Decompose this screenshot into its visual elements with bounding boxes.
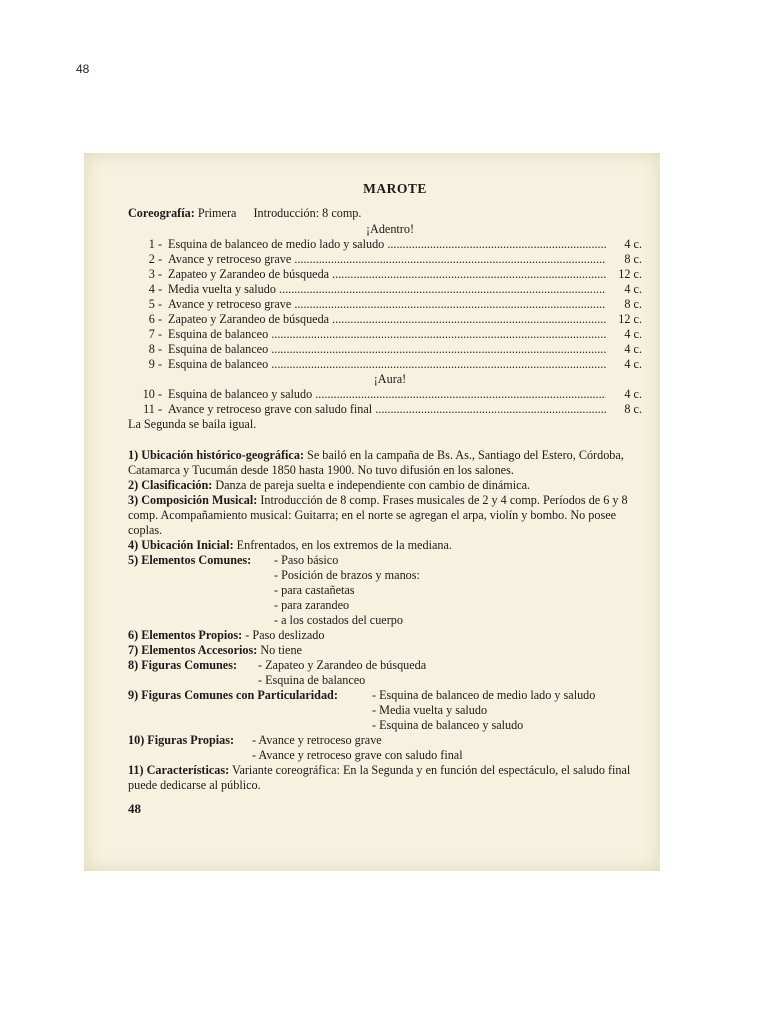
figure-number: 11 - (143, 402, 162, 416)
figure-number: 5 - (148, 297, 162, 311)
list-item: - Posición de brazos y manos: (274, 568, 420, 582)
figure-description: Avance y retroceso grave con saludo final ..... (168, 402, 606, 417)
figure-description: Media vuelta y saludo ..... (168, 282, 606, 297)
section-8-items (258, 658, 426, 688)
figure-number: 9 - (148, 357, 162, 371)
figure-count: 4 c. (624, 357, 642, 371)
section-1 (128, 448, 642, 478)
figure-row (128, 327, 642, 342)
list-item: - Avance y retroceso grave (252, 733, 382, 747)
section-10-items (252, 733, 463, 763)
figure-number: 1 - (148, 237, 162, 251)
list-item: - Esquina de balanceo de medio lado y saludo (372, 688, 596, 702)
figure-count: 8 c. (624, 252, 642, 266)
list-item: - para zarandeo (274, 598, 350, 612)
section-8-label: 8) Figuras Comunes: (128, 658, 238, 672)
figure-number: 8 - (148, 342, 162, 356)
figure-row (128, 282, 642, 297)
list-item: - Esquina de balanceo (258, 673, 366, 687)
section-7-text: No tiene (260, 643, 302, 657)
choreography-line (128, 206, 642, 221)
choreography-label: Coreografía: (128, 206, 195, 220)
figure-row (128, 252, 642, 267)
section-5-items (274, 553, 420, 628)
scanned-content (128, 181, 642, 816)
figure-row (128, 267, 642, 282)
page-number-bottom: 48 (128, 801, 141, 816)
section-6-text: - Paso deslizado (245, 628, 325, 642)
section-9-items (372, 688, 595, 733)
figures-list-2 (128, 387, 642, 417)
figure-number: 10 - (142, 387, 162, 401)
section-3-text: Introducción de 8 comp. Frases musicales de 2 y 4 comp. Períodos de 6 y 8 comp. Acompañamiento musical: Guitarra; en el norte se agregan el arpa, violín y bombo. No posee coplas. (128, 493, 628, 537)
list-item: - Zapateo y Zarandeo de búsqueda (258, 658, 427, 672)
figure-row (128, 297, 642, 312)
section-11 (128, 763, 642, 793)
figure-count: 4 c. (624, 327, 642, 341)
section-1-label: 1) Ubicación histórico-geográfica: (128, 448, 304, 462)
section-11-label: 11) Características: (128, 763, 230, 777)
figure-number: 4 - (148, 282, 162, 296)
section-4-text: Enfrentados, en los extremos de la mediana. (236, 538, 452, 552)
section-7 (128, 643, 642, 658)
figure-row (128, 312, 642, 327)
figure-description: Esquina de balanceo y saludo ..... (168, 387, 606, 402)
list-item: - a los costados del cuerpo (274, 613, 403, 627)
figure-count: 8 c. (624, 402, 642, 416)
figure-description: Zapateo y Zarandeo de búsqueda ..... (168, 267, 606, 282)
figure-number: 6 - (148, 312, 162, 326)
scanned-page (84, 153, 660, 871)
list-item: - Esquina de balanceo y saludo (372, 718, 524, 732)
section-4 (128, 538, 642, 553)
figure-number: 3 - (148, 267, 162, 281)
section-1-text: Se bailó en la campaña de Bs. As., Santiago del Estero, Córdoba, Catamarca y Tucumán desde 1850 hasta 1900. No tuvo difusión en los salones. (128, 448, 624, 477)
section-2 (128, 478, 642, 493)
section-10 (128, 733, 642, 763)
section-7-label: 7) Elementos Accesorios: (128, 643, 258, 657)
section-10-label: 10) Figuras Propias: (128, 733, 235, 747)
figure-row (128, 357, 642, 372)
figure-count: 12 c. (618, 312, 642, 326)
section-9 (128, 688, 642, 733)
figures-list-1 (128, 237, 642, 372)
section-5 (128, 553, 642, 628)
list-item: - Avance y retroceso grave con saludo final (252, 748, 463, 762)
figure-row (128, 237, 642, 252)
figure-description: Esquina de balanceo ..... (168, 327, 606, 342)
section-3 (128, 493, 642, 538)
section-6 (128, 628, 642, 643)
section-11-text: Variante coreográfica: En la Segunda y en función del espectáculo, el saludo final puede dedicarse al público. (128, 763, 631, 792)
section-6-label: 6) Elementos Propios: (128, 628, 243, 642)
section-2-text: Danza de pareja suelta e independiente con cambio de dinámica. (215, 478, 531, 492)
figure-description: Avance y retroceso grave ..... (168, 252, 606, 267)
figure-row (128, 402, 642, 417)
list-item: - Media vuelta y saludo (372, 703, 488, 717)
figure-row (128, 342, 642, 357)
section-4-label: 4) Ubicación Inicial: (128, 538, 234, 552)
choreography-intro: Introducción: 8 comp. (253, 206, 362, 220)
second-note: La Segunda se baila igual. (128, 417, 257, 431)
figure-count: 4 c. (624, 387, 642, 401)
figure-count: 4 c. (624, 282, 642, 296)
choreography-value: Primera (197, 206, 237, 220)
figure-description: Zapateo y Zarandeo de búsqueda ..... (168, 312, 606, 327)
list-item: - para castañetas (274, 583, 355, 597)
figure-description: Esquina de balanceo de medio lado y saludo ..... (168, 237, 606, 252)
section-9-label: 9) Figuras Comunes con Particularidad: (128, 688, 338, 702)
list-item: - Paso básico (274, 553, 339, 567)
section-2-label: 2) Clasificación: (128, 478, 213, 492)
figure-row (128, 387, 642, 402)
figure-number: 2 - (148, 252, 162, 266)
call-aura: ¡Aura! (373, 372, 407, 386)
figure-count: 8 c. (624, 297, 642, 311)
section-3-label: 3) Composición Musical: (128, 493, 258, 507)
figure-description: Esquina de balanceo ..... (168, 357, 606, 372)
figure-number: 7 - (148, 327, 162, 341)
figure-count: 4 c. (624, 237, 642, 251)
page-number-top: 48 (76, 62, 90, 76)
figure-count: 12 c. (618, 267, 642, 281)
figure-count: 4 c. (624, 342, 642, 356)
document-title: MAROTE (363, 181, 427, 196)
section-8 (128, 658, 642, 688)
call-adentro: ¡Adentro! (365, 222, 415, 236)
section-5-label: 5) Elementos Comunes: (128, 553, 252, 567)
figure-description: Avance y retroceso grave ..... (168, 297, 606, 312)
figure-description: Esquina de balanceo ..... (168, 342, 606, 357)
